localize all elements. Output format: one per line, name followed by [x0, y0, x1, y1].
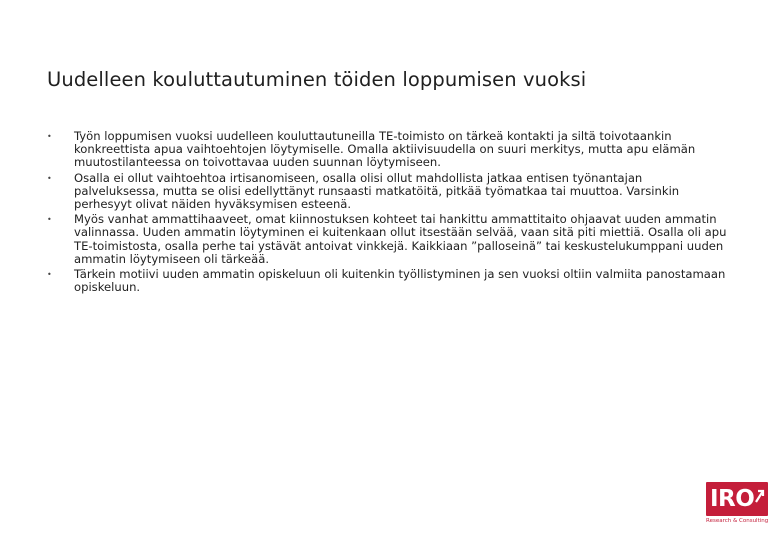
- logo-subtitle: Research & Consulting: [706, 518, 769, 524]
- bullet-text: Työn loppumisen vuoksi uudelleen kouluttautuneilla TE-toimisto on tärkeä kontakti ja siltä toivotaankin konkreettista apua vaihtoehtojen löytymiselle. Omalla aktiivisuudella on suuri merkitys, mutta apu elämän muutostilanteessa on toivottavaa uuden suunnan löytymiseen.: [74, 129, 696, 170]
- bullet-marker-icon: •: [47, 173, 52, 183]
- bullet-item: [47, 172, 727, 212]
- logo-box: [706, 482, 768, 516]
- bullet-text: Myös vanhat ammattihaaveet, omat kiinnostuksen kohteet tai hankittu ammattitaito ohjaavat uuden ammatin valinnassa. Uuden ammatin löytyminen ei kuitenkaan ollut itsestään selvää, vaan sitä piti miettiä. Osalla oli apu TE-toimistosta, osalla perhe tai ystävät antoivat vinkkejä. Kaikkiaan ”palloseinä” tai keskustelukumppani uuden ammatin löytymiseen oli tärkeää.: [74, 212, 727, 266]
- bullet-item: [47, 268, 727, 294]
- iro-logo: [706, 482, 768, 528]
- bullet-marker-icon: •: [47, 215, 52, 225]
- bullet-item: [47, 130, 727, 170]
- logo-arrow-icon: [706, 482, 768, 516]
- logo-text: IRO: [710, 486, 755, 512]
- bullet-marker-icon: •: [47, 270, 52, 280]
- bullet-text: Tärkein motiivi uuden ammatin opiskeluun oli kuitenkin työllistyminen ja sen vuoksi oltiin valmiita panostamaan opiskeluun.: [74, 267, 726, 295]
- bullet-list: [47, 130, 727, 296]
- bullet-marker-icon: •: [47, 132, 52, 141]
- bullet-text: Osalla ei ollut vaihtoehtoa irtisanomiseen, osalla olisi ollut mahdollista jatkaa entisen työnantajan palveluksessa, mutta se olisi edellyttänyt runsaasti matkatöitä, pitkää työmatkaa tai muuttoa. Varsinkin perhesyyt olivat näiden hyväksymisen esteenä.: [74, 170, 680, 212]
- bullet-item: [47, 213, 727, 266]
- slide-title: Uudelleen kouluttautuminen töiden loppumisen vuoksi: [47, 68, 587, 92]
